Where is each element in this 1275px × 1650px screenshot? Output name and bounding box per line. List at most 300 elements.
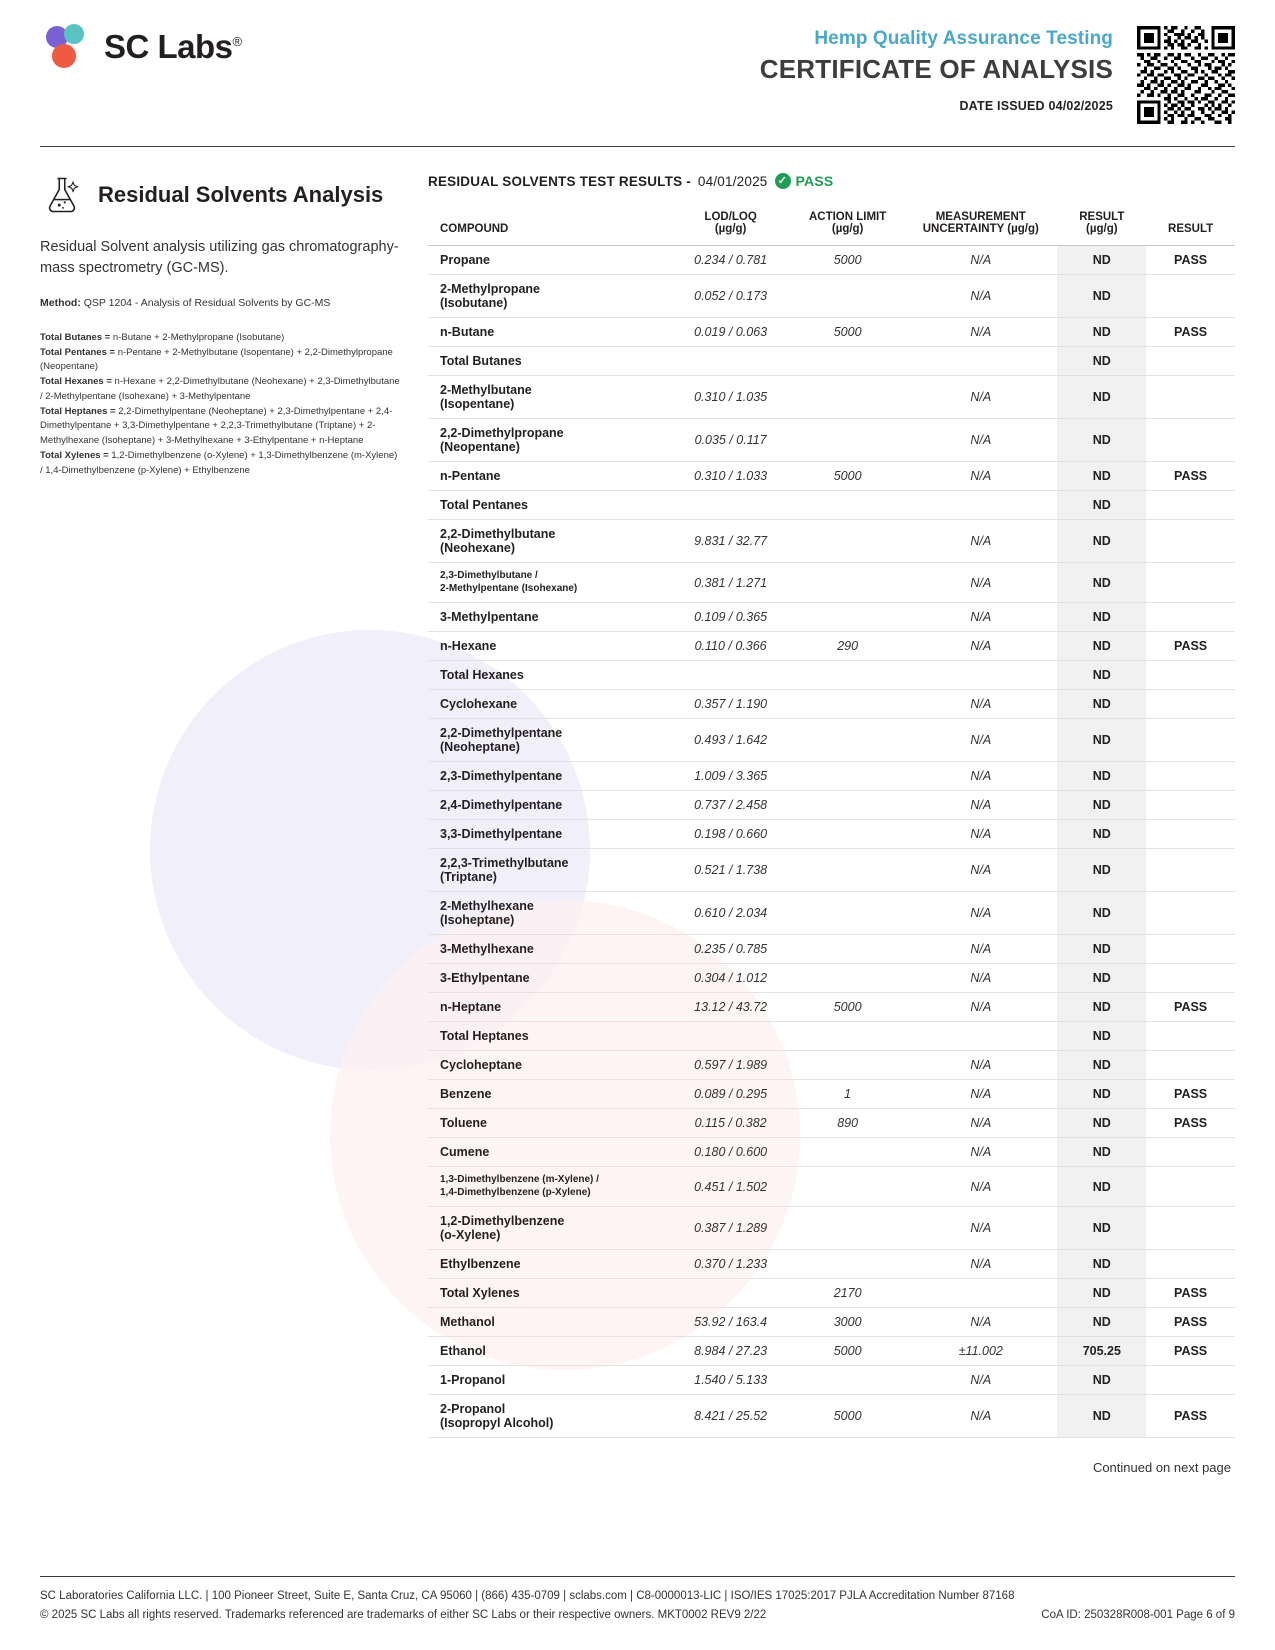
sc-labs-logo-text [104,28,242,66]
cell-lod-loq: 0.234 / 0.781 [670,246,791,275]
cell-compound [428,820,670,849]
continued-note: Continued on next page [1092,1460,1231,1475]
cell-lod-loq: 0.310 / 1.033 [670,462,791,491]
page-header [40,0,1235,124]
cell-verdict [1146,1138,1235,1167]
compound-name: Propane [440,253,491,267]
table-row [428,661,1235,690]
cell-action-limit [791,275,904,318]
compound-subname: (o-Xylene) [440,1228,501,1242]
cell-verdict [1146,1051,1235,1080]
cell-action-limit: 1 [791,1080,904,1109]
cell-action-limit [791,1167,904,1207]
cell-action-limit [791,491,904,520]
compound-name: 3-Ethylpentane [440,971,530,985]
cell-action-limit [791,935,904,964]
cell-compound [428,1080,670,1109]
cell-compound [428,520,670,563]
table-row [428,603,1235,632]
cell-lod-loq: 0.019 / 0.063 [670,318,791,347]
col-result-unit: (µg/g) [1086,223,1118,235]
cell-verdict: PASS [1146,1308,1235,1337]
col-action-limit-label: ACTION LIMIT [808,211,887,223]
method-label: Method: [40,297,81,310]
cell-verdict [1146,1167,1235,1207]
compound-subname: (Isopropyl Alcohol) [440,1416,554,1430]
cell-action-limit: 3000 [791,1308,904,1337]
cell-compound [428,1337,670,1366]
cell-lod-loq: 13.12 / 43.72 [670,993,791,1022]
cell-compound [428,1366,670,1395]
compound-name: Ethanol [440,1344,486,1358]
compound-name: 2-Methylpropane [440,282,541,296]
cell-measurement-uncertainty: N/A [904,1109,1057,1138]
compound-name: 2-Methylhexane [440,899,534,913]
table-row [428,563,1235,603]
table-row [428,1022,1235,1051]
cell-action-limit: 5000 [791,993,904,1022]
cell-lod-loq: 0.493 / 1.642 [670,719,791,762]
cell-result: ND [1057,719,1146,762]
page-title: CERTIFICATE OF ANALYSIS [759,54,1113,84]
total-definition [40,346,400,375]
cell-lod-loq: 9.831 / 32.77 [670,520,791,563]
table-row [428,1207,1235,1250]
cell-result: ND [1057,376,1146,419]
cell-action-limit [791,964,904,993]
cell-result: ND [1057,419,1146,462]
cell-verdict [1146,603,1235,632]
cell-action-limit: 290 [791,632,904,661]
cell-result: ND [1057,791,1146,820]
cell-verdict [1146,419,1235,462]
results-heading-text: RESIDUAL SOLVENTS TEST RESULTS - [428,173,691,189]
cell-verdict [1146,719,1235,762]
cell-compound [428,892,670,935]
cell-result: ND [1057,632,1146,661]
compound-name: Total Pentanes [440,498,528,512]
cell-result: ND [1057,762,1146,791]
cell-measurement-uncertainty: N/A [904,690,1057,719]
cell-measurement-uncertainty: N/A [904,462,1057,491]
cell-lod-loq: 0.198 / 0.660 [670,820,791,849]
compound-name: n-Heptane [440,1000,502,1014]
cell-verdict [1146,690,1235,719]
cell-action-limit [791,1366,904,1395]
cell-compound [428,563,670,603]
results-panel [428,173,1235,1475]
total-label: Total Xylenes = [40,449,109,461]
compound-name: Total Butanes [440,354,522,368]
footer-copyright: © 2025 SC Labs all rights reserved. Trademarks referenced are trademarks of either SC Labs or their respective owners. MKT0002 REV9 2/22 [40,1608,767,1621]
cell-compound [428,318,670,347]
logo-word: SC Labs [104,28,233,65]
cell-verdict: PASS [1146,1109,1235,1138]
col-verdict: RESULT [1146,203,1235,246]
date-issued: DATE ISSUED 04/02/2025 [959,99,1113,113]
cell-compound [428,275,670,318]
cell-measurement-uncertainty: N/A [904,1080,1057,1109]
analysis-info-panel [40,173,400,1475]
compound-name: 2,3-Dimethylbutane / [440,570,538,581]
cell-result: ND [1057,1250,1146,1279]
cell-compound [428,1167,670,1207]
col-result-value [1057,203,1146,246]
table-row [428,935,1235,964]
cell-verdict [1146,563,1235,603]
compound-subname: (Isoheptane) [440,913,515,927]
header-titles [242,24,1137,113]
cell-lod-loq: 8.984 / 27.23 [670,1337,791,1366]
compound-name: 2,2-Dimethylpropane [440,426,564,440]
table-row [428,347,1235,376]
cell-result: ND [1057,993,1146,1022]
cell-measurement-uncertainty: N/A [904,246,1057,275]
residual-solvents-table [428,203,1235,1438]
cell-verdict: PASS [1146,1080,1235,1109]
total-definition [40,375,400,404]
qr-code[interactable] [1137,26,1235,124]
cell-verdict: PASS [1146,1337,1235,1366]
cell-verdict [1146,275,1235,318]
cell-verdict [1146,762,1235,791]
cell-measurement-uncertainty: ±11.002 [904,1337,1057,1366]
cell-compound [428,246,670,275]
cell-compound [428,347,670,376]
cell-result: ND [1057,1022,1146,1051]
cell-result: ND [1057,1366,1146,1395]
cell-measurement-uncertainty: N/A [904,1138,1057,1167]
cell-verdict: PASS [1146,1395,1235,1438]
method-value: QSP 1204 - Analysis of Residual Solvents by GC-MS [83,297,331,310]
total-value: 2,2-Dimethylpentane (Neoheptane) + 2,3-Dimethylpentane + 2,4-Dimethylpentane + 3,3-Dimethylpentane + 2,2,3-Trimethylbutane (Triptane) + 2-Methylhexane (Isoheptane) + 3-Methylhexane + 3-Ethylpentane + n-Heptane [40,405,393,447]
cell-action-limit [791,603,904,632]
cell-verdict [1146,964,1235,993]
cell-measurement-uncertainty: N/A [904,791,1057,820]
header-divider [40,146,1235,147]
cell-measurement-uncertainty: N/A [904,964,1057,993]
cell-measurement-uncertainty: N/A [904,892,1057,935]
cell-measurement-uncertainty: N/A [904,1366,1057,1395]
cell-action-limit [791,520,904,563]
cell-action-limit [791,762,904,791]
cell-verdict [1146,849,1235,892]
cell-result: ND [1057,820,1146,849]
cell-compound [428,719,670,762]
table-row [428,1250,1235,1279]
cell-measurement-uncertainty [904,661,1057,690]
cell-verdict: PASS [1146,246,1235,275]
table-row [428,1167,1235,1207]
method-line [40,297,400,309]
cell-lod-loq [670,347,791,376]
table-row [428,1308,1235,1337]
table-row [428,1080,1235,1109]
cell-result: ND [1057,1308,1146,1337]
cell-lod-loq: 0.357 / 1.190 [670,690,791,719]
coa-id: CoA ID: 250328R008-001 Page 6 of 9 [1041,1608,1235,1621]
cell-verdict [1146,820,1235,849]
cell-action-limit [791,563,904,603]
cell-compound [428,1022,670,1051]
cell-action-limit [791,661,904,690]
cell-compound [428,1109,670,1138]
cell-measurement-uncertainty: N/A [904,820,1057,849]
cell-action-limit: 5000 [791,1395,904,1438]
cell-lod-loq [670,1022,791,1051]
cell-measurement-uncertainty: N/A [904,1167,1057,1207]
cell-measurement-uncertainty: N/A [904,1395,1057,1438]
compound-name: 2,4-Dimethylpentane [440,798,563,812]
cell-result: ND [1057,1051,1146,1080]
cell-result: ND [1057,1080,1146,1109]
cell-measurement-uncertainty: N/A [904,632,1057,661]
cell-lod-loq: 0.304 / 1.012 [670,964,791,993]
compound-name: n-Hexane [440,639,497,653]
cell-lod-loq [670,1279,791,1308]
cell-lod-loq: 0.597 / 1.989 [670,1051,791,1080]
cell-compound [428,1207,670,1250]
compound-name: 2,2-Dimethylbutane [440,527,556,541]
total-value: 1,2-Dimethylbenzene (o-Xylene) + 1,3-Dimethylbenzene (m-Xylene) / 1,4-Dimethylbenzene (p-Xylene) + Ethylbenzene [40,449,398,476]
table-row [428,762,1235,791]
cell-action-limit [791,1207,904,1250]
cell-measurement-uncertainty: N/A [904,603,1057,632]
cell-measurement-uncertainty: N/A [904,318,1057,347]
total-label: Total Butanes = [40,332,111,344]
total-label: Total Hexanes = [40,376,112,388]
table-row [428,632,1235,661]
cell-result: ND [1057,1167,1146,1207]
cell-result: ND [1057,661,1146,690]
compound-name: Total Xylenes [440,1286,520,1300]
check-icon: ✓ [775,173,791,189]
col-action-limit-unit: (µg/g) [831,223,864,235]
sc-labs-logo [40,24,242,70]
compound-name: 2-Methylbutane [440,383,532,397]
cell-lod-loq: 0.451 / 1.502 [670,1167,791,1207]
cell-result: ND [1057,1109,1146,1138]
cell-result: ND [1057,462,1146,491]
cell-result: ND [1057,935,1146,964]
cell-compound [428,1279,670,1308]
col-compound: COMPOUND [428,203,670,246]
cell-lod-loq: 1.009 / 3.365 [670,762,791,791]
table-row [428,318,1235,347]
cell-compound [428,632,670,661]
cell-compound [428,462,670,491]
cell-action-limit [791,1051,904,1080]
table-row [428,1109,1235,1138]
cell-lod-loq [670,661,791,690]
cell-measurement-uncertainty: N/A [904,275,1057,318]
cell-measurement-uncertainty: N/A [904,1051,1057,1080]
cell-action-limit: 890 [791,1109,904,1138]
table-row [428,520,1235,563]
cell-result: ND [1057,563,1146,603]
compound-subname: (Neopentane) [440,440,520,454]
cell-compound [428,1138,670,1167]
cell-lod-loq: 0.610 / 2.034 [670,892,791,935]
cell-action-limit: 5000 [791,1337,904,1366]
cell-verdict [1146,1207,1235,1250]
status-label: PASS [795,173,834,189]
cell-action-limit [791,719,904,762]
cell-action-limit [791,1250,904,1279]
cell-action-limit: 5000 [791,246,904,275]
cell-lod-loq: 0.737 / 2.458 [670,791,791,820]
cell-verdict: PASS [1146,1279,1235,1308]
col-mu-label-2: UNCERTAINTY (µg/g) [922,223,1039,235]
compound-name: Cycloheptane [440,1058,522,1072]
cell-compound [428,791,670,820]
cell-measurement-uncertainty: N/A [904,1207,1057,1250]
flask-icon [40,173,84,217]
cell-measurement-uncertainty: N/A [904,719,1057,762]
cell-measurement-uncertainty: N/A [904,419,1057,462]
total-value: n-Pentane + 2-Methylbutane (Isopentane) + 2,2-Dimethylpropane (Neopentane) [40,346,393,373]
cell-result: ND [1057,1279,1146,1308]
cell-lod-loq: 0.235 / 0.785 [670,935,791,964]
cell-compound [428,1051,670,1080]
total-value: n-Hexane + 2,2-Dimethylbutane (Neohexane) + 2,3-Dimethylbutane / 2-Methylpentane (Isohexane) + 3-Methylpentane [40,376,400,402]
status-badge [775,173,834,189]
cell-compound [428,964,670,993]
cell-lod-loq: 8.421 / 25.52 [670,1395,791,1438]
cell-result: 705.25 [1057,1337,1146,1366]
cell-result: ND [1057,1395,1146,1438]
compound-subname: (Neoheptane) [440,740,520,754]
cell-result: ND [1057,1207,1146,1250]
table-row [428,1279,1235,1308]
cell-compound [428,419,670,462]
table-row [428,849,1235,892]
table-row [428,462,1235,491]
cell-action-limit: 5000 [791,318,904,347]
totals-definitions [40,331,400,478]
cell-verdict [1146,491,1235,520]
footer-address: SC Laboratories California LLC. | 100 Pioneer Street, Suite E, Santa Cruz, CA 95060 | (866) 435-0709 | sclabs.com | C8-0000013-LIC | ISO/IES 17025:2017 PJLA Accreditation Number 87168 [40,1590,1015,1603]
compound-subname: 1,4-Dimethylbenzene (p-Xylene) [440,1186,591,1198]
cell-verdict [1146,376,1235,419]
cell-verdict [1146,347,1235,376]
cell-lod-loq: 0.052 / 0.173 [670,275,791,318]
cell-result: ND [1057,603,1146,632]
col-mu-label: MEASUREMENT [935,211,1026,223]
cell-compound [428,661,670,690]
cell-verdict [1146,892,1235,935]
compound-name: n-Pentane [440,469,501,483]
table-row [428,993,1235,1022]
cell-result: ND [1057,1138,1146,1167]
cell-verdict: PASS [1146,632,1235,661]
total-definition [40,405,400,449]
compound-subname: (Neohexane) [440,541,516,555]
col-action-limit [791,203,904,246]
total-label: Total Heptanes = [40,405,116,417]
compound-name: Toluene [440,1116,487,1130]
compound-name: 3-Methylpentane [440,610,539,624]
cell-measurement-uncertainty: N/A [904,376,1057,419]
cell-action-limit [791,347,904,376]
col-lod-loq [670,203,791,246]
compound-subname: (Isobutane) [440,296,508,310]
cell-lod-loq: 0.110 / 0.366 [670,632,791,661]
table-row [428,376,1235,419]
cell-action-limit [791,690,904,719]
cell-verdict: PASS [1146,318,1235,347]
cell-compound [428,491,670,520]
cell-lod-loq: 1.540 / 5.133 [670,1366,791,1395]
cell-measurement-uncertainty: N/A [904,849,1057,892]
cell-verdict [1146,1250,1235,1279]
cell-compound [428,935,670,964]
cell-result: ND [1057,849,1146,892]
cell-compound [428,690,670,719]
compound-subname: (Triptane) [440,870,497,884]
col-result-label: RESULT [1079,211,1125,223]
cell-action-limit [791,419,904,462]
total-value: n-Butane + 2-Methylpropane (Isobutane) [110,332,285,344]
cell-verdict [1146,1366,1235,1395]
cell-compound [428,849,670,892]
table-header-row [428,203,1235,246]
cell-measurement-uncertainty: N/A [904,520,1057,563]
results-heading [428,173,1235,189]
compound-name: Ethylbenzene [440,1257,521,1271]
table-body [428,246,1235,1438]
compound-name: 2,2-Dimethylpentane [440,726,563,740]
table-row [428,1138,1235,1167]
table-row [428,1051,1235,1080]
cell-verdict [1146,520,1235,563]
cell-lod-loq: 0.381 / 1.271 [670,563,791,603]
cell-lod-loq: 53.92 / 163.4 [670,1308,791,1337]
cell-lod-loq: 0.109 / 0.365 [670,603,791,632]
compound-subname: (Isopentane) [440,397,515,411]
cell-lod-loq: 0.180 / 0.600 [670,1138,791,1167]
compound-name: Cyclohexane [440,697,518,711]
cell-result: ND [1057,275,1146,318]
cell-result: ND [1057,964,1146,993]
sc-labs-logo-mark [46,24,92,70]
table-row [428,1366,1235,1395]
cell-result: ND [1057,520,1146,563]
registered-mark: ® [232,34,242,49]
total-label: Total Pentanes = [40,346,116,358]
total-definition [40,331,400,346]
compound-name: 3,3-Dimethylpentane [440,827,563,841]
cell-verdict [1146,661,1235,690]
cell-compound [428,762,670,791]
compound-name: 2-Propanol [440,1402,506,1416]
table-row [428,690,1235,719]
cell-lod-loq: 0.089 / 0.295 [670,1080,791,1109]
cell-result: ND [1057,347,1146,376]
cell-compound [428,993,670,1022]
cell-action-limit: 2170 [791,1279,904,1308]
compound-name: 1,2-Dimethylbenzene [440,1214,565,1228]
compound-name: n-Butane [440,325,495,339]
cell-measurement-uncertainty: N/A [904,563,1057,603]
program-title: Hemp Quality Assurance Testing [814,28,1113,49]
compound-name: Total Hexanes [440,668,524,682]
cell-measurement-uncertainty: N/A [904,1250,1057,1279]
page-footer [40,1576,1235,1624]
cell-measurement-uncertainty [904,1022,1057,1051]
compound-name: 2,3-Dimethylpentane [440,769,563,783]
cell-action-limit [791,1138,904,1167]
